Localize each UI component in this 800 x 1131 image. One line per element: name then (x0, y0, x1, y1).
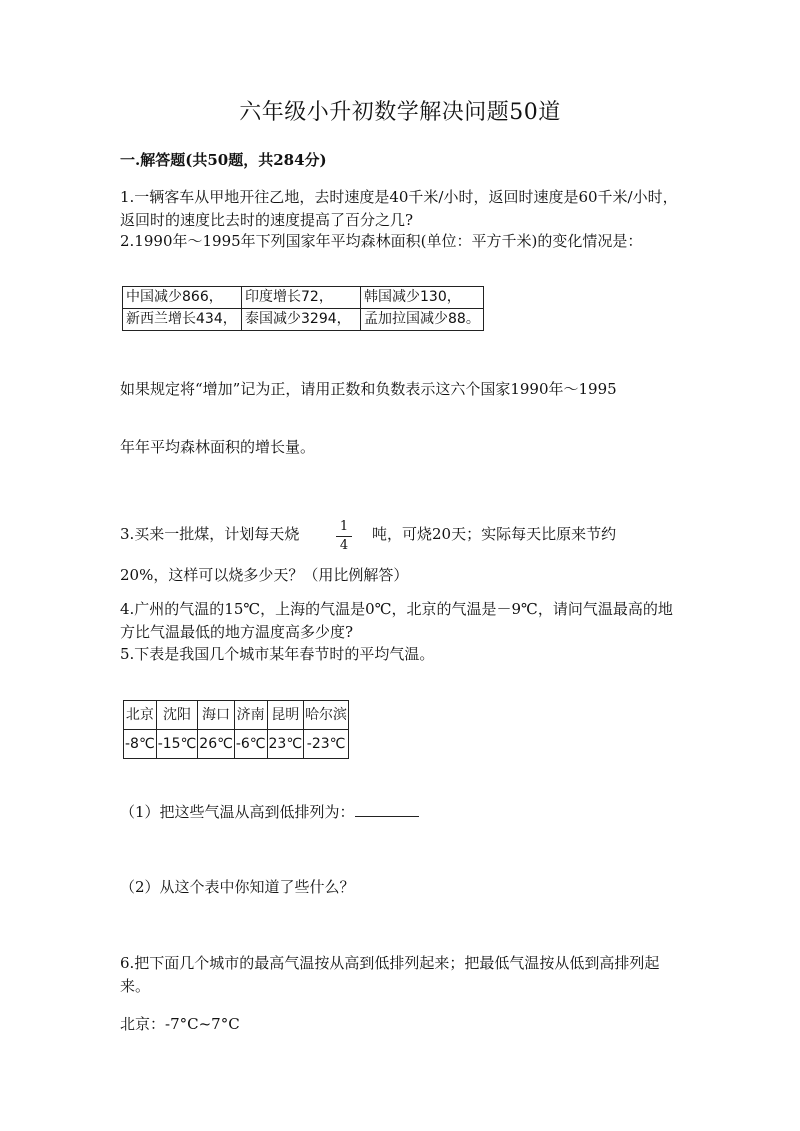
table-cell: 沈阳 (156, 701, 198, 730)
table-cell: 哈尔滨 (304, 701, 349, 730)
table-cell: 26℃ (198, 730, 235, 759)
table-cell: 印度增长72， (242, 287, 361, 309)
table-cell: 中国减少866， (123, 287, 242, 309)
fraction-numerator: 1 (339, 519, 349, 534)
answer-blank[interactable] (355, 802, 419, 817)
table-cell: 新西兰增长434， (123, 309, 242, 331)
fraction-one-quarter (333, 519, 355, 554)
page-title: 六年级小升初数学解决问题50道 (239, 100, 561, 125)
table-row (123, 287, 484, 309)
question-3-part-2: 吨，可烧20天；实际每天比原来节约 (372, 525, 617, 543)
table-row (124, 730, 349, 759)
city-temperature-table (123, 700, 349, 759)
table-cell: 泰国减少3294， (242, 309, 361, 331)
table-cell: 海口 (198, 701, 235, 730)
question-3-part-1: 3.买来一批煤，计划每天烧 (120, 525, 300, 543)
table-cell: 昆明 (267, 701, 304, 730)
table-cell: -15℃ (156, 730, 198, 759)
table-cell: 北京 (124, 701, 157, 730)
question-2-line-2: 年年平均森林面积的增长量。 (120, 438, 316, 456)
table-cell: 济南 (234, 701, 267, 730)
question-5-intro: 5.下表是我国几个城市某年春节时的平均气温。 (120, 645, 435, 663)
section-heading: 一.解答题(共50题，共284分) (120, 151, 327, 169)
question-4: 4.广州的气温的15℃，上海的气温是0℃，北京的气温是－9℃，请问气温最高的地方比气温最低的地方温度高多少度? (120, 600, 673, 641)
table-cell: -23℃ (304, 730, 349, 759)
question-5-sub-1 (120, 801, 419, 824)
table-cell: 韩国减少130， (361, 287, 484, 309)
table-cell: 23℃ (267, 730, 304, 759)
table-cell: -8℃ (124, 730, 157, 759)
question-6-beijing: 北京：-7°C~7°C (120, 1015, 240, 1033)
forest-change-table (122, 286, 484, 331)
question-1: 1.一辆客车从甲地开往乙地，去时速度是40千米/小时，返回时速度是60千米/小时，返回时的速度比去时的速度提高了百分之几? (120, 188, 678, 229)
table-cell: -6℃ (234, 730, 267, 759)
question-5-sub-2: （2）从这个表中你知道了些什么？ (120, 878, 355, 896)
question-6: 6.把下面几个城市的最高气温按从高到低排列起来；把最低气温按从低到高排列起来。 (120, 954, 660, 995)
question-2-intro: 2.1990年～1995年下列国家年平均森林面积(单位：平方千米)的变化情况是： (120, 232, 643, 250)
question-2-line-1: 如果规定将“增加”记为正，请用正数和负数表示这六个国家1990年～1995 (120, 380, 617, 398)
question-5-sub-1-text: （1）把这些气温从高到低排列为： (120, 803, 355, 821)
question-3-line-2: 20%，这样可以烧多少天？（用比例解答） (120, 566, 409, 584)
table-header-row (124, 701, 349, 730)
table-row (123, 309, 484, 331)
fraction-denominator: 4 (339, 538, 349, 553)
table-cell: 孟加拉国减少88。 (361, 309, 484, 331)
fraction-bar (336, 536, 352, 537)
